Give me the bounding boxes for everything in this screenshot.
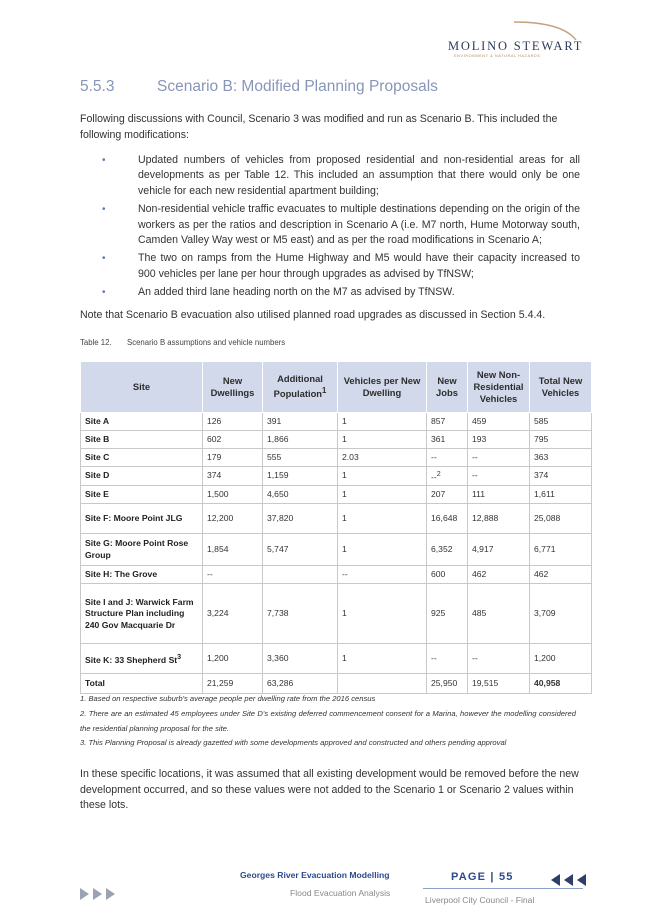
cell-site: Site G: Moore Point Rose Group (81, 534, 203, 566)
footnote-marker: 2 (436, 470, 441, 478)
header-new-dwellings: New Dwellings (203, 362, 263, 413)
table-header-row (81, 362, 592, 413)
cell-site: Site E (81, 486, 203, 504)
header-site: Site (81, 362, 203, 413)
cell-population: 391 (263, 413, 338, 431)
bullet-icon: • (102, 287, 106, 299)
section-heading (80, 78, 438, 96)
cell-non-residential: 4,917 (468, 534, 530, 566)
cell-jobs: 6,352 (427, 534, 468, 566)
cell-population: 3,360 (263, 644, 338, 674)
cell-site: Site I and J: Warwick Farm Structure Plan including 240 Gov Macquarie Dr (81, 584, 203, 644)
header-non-residential-vehicles: New Non-Residential Vehicles (468, 362, 530, 413)
cell-population: 5,747 (263, 534, 338, 566)
cell-non-residential: -- (468, 467, 530, 486)
cell-site-text: Site K: 33 Shepherd St (85, 654, 178, 665)
next-arrows-icon (80, 888, 120, 900)
logo-name: MOLINO STEWART (448, 39, 584, 53)
table-row (81, 584, 592, 644)
cell-population: 1,159 (263, 467, 338, 486)
section-title: Scenario B: Modified Planning Proposals (157, 78, 438, 95)
cell-jobs (427, 467, 468, 486)
header-additional-population (263, 362, 338, 413)
footer-client: Liverpool City Council - Final (425, 895, 535, 905)
cell-population: 63,286 (263, 674, 338, 694)
cell-jobs: 600 (427, 566, 468, 584)
cell-jobs: -- (427, 644, 468, 674)
cell-site: Site F: Moore Point JLG (81, 504, 203, 534)
list-item-text: The two on ramps from the Hume Highway and M5 would have their capacity increased to 900 vehicles per lane per hour through upgrades as advised by TfNSW; (138, 252, 580, 280)
cell-non-residential: 19,515 (468, 674, 530, 694)
table-row (81, 431, 592, 449)
cell-total: 585 (530, 413, 592, 431)
cell-non-residential: 459 (468, 413, 530, 431)
cell-total: 795 (530, 431, 592, 449)
footnote-3: 3. This Planning Proposal is already gazetted with some developments approved and constructed and others pending approval (80, 738, 507, 747)
table-row (81, 566, 592, 584)
table-caption-label: Table 12. (80, 338, 112, 347)
footnote-marker: 3 (177, 652, 182, 661)
cell-total: 25,088 (530, 504, 592, 534)
cell-jobs-text: -- (431, 471, 437, 482)
cell-jobs: 857 (427, 413, 468, 431)
cell-vehicles-per-dwelling: 1 (338, 486, 427, 504)
cell-jobs: -- (427, 449, 468, 467)
list-item (80, 202, 580, 248)
table-row (81, 449, 592, 467)
cell-site: Site C (81, 449, 203, 467)
cell-non-residential: 485 (468, 584, 530, 644)
cell-vehicles-per-dwelling: 1 (338, 504, 427, 534)
table-row (81, 644, 592, 674)
cell-dwellings: 3,224 (203, 584, 263, 644)
cell-total: 1,611 (530, 486, 592, 504)
table-row (81, 534, 592, 566)
cell-dwellings: 21,259 (203, 674, 263, 694)
cell-non-residential: 193 (468, 431, 530, 449)
cell-jobs: 16,648 (427, 504, 468, 534)
cell-non-residential: -- (468, 644, 530, 674)
cell-site: Total (81, 674, 203, 694)
cell-jobs: 361 (427, 431, 468, 449)
list-item-text: Updated numbers of vehicles from proposed residential and non-residential areas for all developments as per Table 12. This included an assumption that there would only be one vehicle for each new residential apartment building; (138, 154, 580, 197)
cell-jobs: 25,950 (427, 674, 468, 694)
section-number: 5.5.3 (80, 78, 115, 95)
bullet-icon: • (102, 204, 106, 216)
cell-total: 3,709 (530, 584, 592, 644)
table-row (81, 467, 592, 486)
cell-total: 374 (530, 467, 592, 486)
cell-total: 363 (530, 449, 592, 467)
cell-site: Site A (81, 413, 203, 431)
table-row (81, 413, 592, 431)
cell-non-residential: 462 (468, 566, 530, 584)
cell-dwellings: 1,200 (203, 644, 263, 674)
cell-non-residential: -- (468, 449, 530, 467)
cell-total: 462 (530, 566, 592, 584)
cell-vehicles-per-dwelling (338, 674, 427, 694)
cell-population: 4,650 (263, 486, 338, 504)
cell-vehicles-per-dwelling: 1 (338, 644, 427, 674)
header-total-new-vehicles: Total New Vehicles (530, 362, 592, 413)
cell-site (81, 644, 203, 674)
company-logo (440, 20, 584, 60)
cell-non-residential: 111 (468, 486, 530, 504)
list-item (80, 285, 580, 300)
footer-report-title: Georges River Evacuation Modelling (240, 870, 390, 880)
note-paragraph: Note that Scenario B evacuation also utilised planned road upgrades as discussed in Section 5.4.4. (80, 309, 546, 321)
header-vehicles-per-dwelling: Vehicles per New Dwelling (338, 362, 427, 413)
cell-dwellings: 126 (203, 413, 263, 431)
cell-site: Site D (81, 467, 203, 486)
cell-population: 37,820 (263, 504, 338, 534)
cell-population (263, 566, 338, 584)
cell-vehicles-per-dwelling: 1 (338, 584, 427, 644)
cell-vehicles-per-dwelling: -- (338, 566, 427, 584)
cell-dwellings: 374 (203, 467, 263, 486)
cell-dwellings: 179 (203, 449, 263, 467)
logo-tagline: ENVIRONMENT & NATURAL HAZARDS (454, 54, 541, 58)
list-item (80, 251, 580, 282)
cell-vehicles-per-dwelling: 1 (338, 534, 427, 566)
header-new-jobs: New Jobs (427, 362, 468, 413)
cell-vehicles-per-dwelling: 2.03 (338, 449, 427, 467)
footnote-1: 1. Based on respective suburb's average people per dwelling rate from the 2016 census (80, 694, 376, 703)
cell-non-residential: 12,888 (468, 504, 530, 534)
table-caption-text: Scenario B assumptions and vehicle numbers (127, 338, 286, 347)
cell-vehicles-per-dwelling: 1 (338, 431, 427, 449)
cell-total: 40,958 (530, 674, 592, 694)
cell-dwellings: -- (203, 566, 263, 584)
table-row (81, 486, 592, 504)
modifications-list (80, 153, 580, 304)
list-item (80, 153, 580, 199)
table-row (81, 504, 592, 534)
footer-divider (423, 888, 583, 889)
bullet-icon: • (102, 253, 106, 265)
list-item-text: An added third lane heading north on the M7 as advised by TfNSW. (138, 286, 455, 299)
cell-population: 7,738 (263, 584, 338, 644)
cell-vehicles-per-dwelling: 1 (338, 467, 427, 486)
cell-dwellings: 1,500 (203, 486, 263, 504)
cell-population: 1,866 (263, 431, 338, 449)
footnote-2: 2. There are an estimated 45 employees under Site D's existing deferred commencement consent for a Marina, however the modelling considered the residential planning proposal for the site. (80, 709, 576, 733)
cell-dwellings: 12,200 (203, 504, 263, 534)
intro-paragraph: Following discussions with Council, Scenario 3 was modified and run as Scenario B. This included the following modifications: (80, 113, 558, 141)
cell-site: Site H: The Grove (81, 566, 203, 584)
header-population-text: Additional Population (273, 373, 323, 400)
bullet-icon: • (102, 155, 106, 166)
page-number: PAGE | 55 (451, 871, 514, 883)
table-total-row (81, 674, 592, 694)
list-item-text: Non-residential vehicle traffic evacuates to multiple destinations depending on the origin of the workers as per the ratios and description in Scenario A (i.e. M7 north, Hume Motorway south, Camden Valley Way west or M5 east) and as per the road modifications in Scenario A; (138, 203, 580, 247)
footer-subtitle: Flood Evacuation Analysis (290, 888, 391, 898)
cell-dwellings: 1,854 (203, 534, 263, 566)
table-caption (80, 338, 285, 347)
cell-site: Site B (81, 431, 203, 449)
cell-population: 555 (263, 449, 338, 467)
cell-vehicles-per-dwelling: 1 (338, 413, 427, 431)
footnote-marker: 1 (322, 386, 327, 396)
cell-total: 6,771 (530, 534, 592, 566)
cell-total: 1,200 (530, 644, 592, 674)
cell-jobs: 925 (427, 584, 468, 644)
previous-arrows-icon (551, 874, 591, 886)
cell-dwellings: 602 (203, 431, 263, 449)
scenario-b-table (80, 361, 592, 694)
cell-jobs: 207 (427, 486, 468, 504)
closing-paragraph: In these specific locations, it was assumed that all existing development would be removed before the new development occurred, and so these values were not added to the Scenario 1 or Scenario 2 values within these lots. (80, 768, 579, 811)
